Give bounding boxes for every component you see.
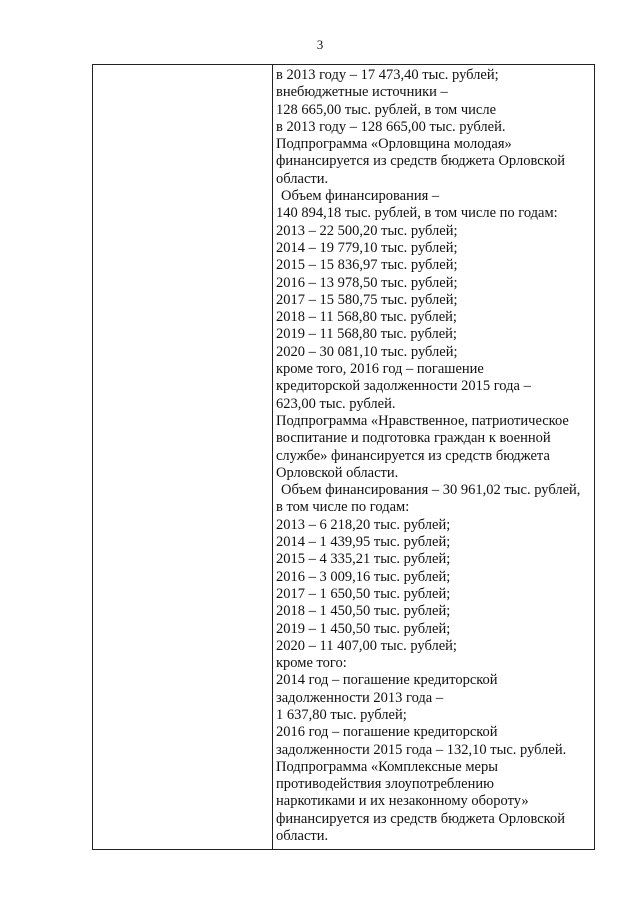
table-right-column (273, 65, 594, 849)
text-line: Орловской области. (276, 464, 399, 481)
text-line: противодействия злоупотреблению (276, 776, 494, 793)
text-line: службе» финансируется из средств бюджета (276, 447, 550, 464)
document-table (92, 64, 595, 850)
text-line: 2017 – 1 650,50 тыс. рублей; (276, 585, 451, 602)
text-line: 2016 год – погашение кредиторской (276, 724, 498, 741)
text-line: Подпрограмма «Комплексные меры (276, 758, 498, 775)
text-line: 2013 – 6 218,20 тыс. рублей; (276, 516, 451, 533)
text-line: 2019 – 1 450,50 тыс. рублей; (276, 620, 451, 637)
text-line: кроме того, 2016 год – погашение (276, 361, 484, 378)
text-line: 2020 – 30 081,10 тыс. рублей; (276, 343, 458, 360)
text-line: 2014 – 19 779,10 тыс. рублей; (276, 239, 458, 256)
text-line: 623,00 тыс. рублей. (276, 395, 396, 412)
text-line: Подпрограмма «Нравственное, патриотическое (276, 412, 569, 429)
text-line: 128 665,00 тыс. рублей, в том числе (276, 101, 497, 118)
text-line: 1 637,80 тыс. рублей; (276, 706, 407, 723)
text-line: области. (276, 828, 329, 845)
text-line: 2015 – 4 335,21 тыс. рублей; (276, 551, 451, 568)
text-line: Подпрограмма «Орловщина молодая» (276, 136, 512, 153)
text-line: в 2013 году – 128 665,00 тыс. рублей. (276, 118, 506, 135)
text-line: 2014 – 1 439,95 тыс. рублей; (276, 534, 451, 551)
text-line: кредиторской задолженности 2015 года – (276, 378, 531, 395)
text-line: 2017 – 15 580,75 тыс. рублей; (276, 291, 458, 308)
page-number: 3 (316, 37, 324, 52)
text-line: 2018 – 11 568,80 тыс. рублей; (276, 309, 457, 326)
text-line: 2020 – 11 407,00 тыс. рублей; (276, 637, 457, 654)
table-left-column (93, 65, 273, 849)
text-line: области. (276, 170, 329, 187)
text-line: наркотиками и их незаконному обороту» (276, 793, 529, 810)
text-line: в том числе по годам: (276, 499, 410, 516)
text-line: 2016 – 3 009,16 тыс. рублей; (276, 568, 451, 585)
text-line: 2014 год – погашение кредиторской (276, 672, 498, 689)
text-line: воспитание и подготовка граждан к военной (276, 430, 551, 447)
text-line: задолженности 2013 года – (276, 689, 444, 706)
text-line: Объем финансирования – 30 961,02 тыс. рублей, (281, 482, 581, 499)
text-line: 2019 – 11 568,80 тыс. рублей; (276, 326, 457, 343)
text-line: 2018 – 1 450,50 тыс. рублей; (276, 603, 451, 620)
text-line: задолженности 2015 года – 132,10 тыс. рублей. (276, 741, 567, 758)
text-line: 2016 – 13 978,50 тыс. рублей; (276, 274, 458, 291)
text-line: 2013 – 22 500,20 тыс. рублей; (276, 222, 458, 239)
text-line: финансируется из средств бюджета Орловской (276, 810, 565, 827)
text-line: кроме того: (276, 655, 347, 672)
text-line: внебюджетные источники – (276, 84, 448, 101)
text-line: 2015 – 15 836,97 тыс. рублей; (276, 257, 458, 274)
text-line: финансируется из средств бюджета Орловской (276, 153, 565, 170)
text-line: Объем финансирования – (281, 188, 440, 205)
text-line: в 2013 году – 17 473,40 тыс. рублей; (276, 67, 499, 83)
text-line: 140 894,18 тыс. рублей, в том числе по годам: (276, 205, 558, 222)
